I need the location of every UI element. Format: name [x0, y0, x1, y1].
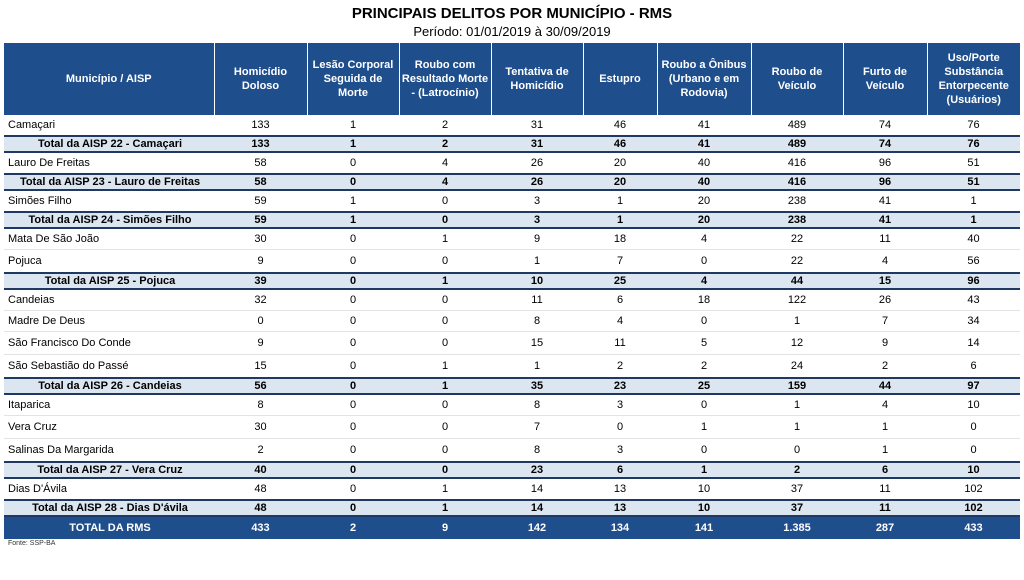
value-cell: 0 [307, 394, 399, 416]
value-cell: 1 [583, 190, 657, 212]
value-cell: 0 [307, 273, 399, 289]
value-cell: 3 [491, 190, 583, 212]
value-cell: 0 [307, 228, 399, 250]
value-cell: 1 [399, 478, 491, 500]
value-cell: 22 [751, 250, 843, 274]
table-row [4, 250, 1020, 274]
value-cell: 46 [583, 115, 657, 136]
value-cell: 34 [927, 311, 1020, 332]
value-cell: 58 [214, 152, 307, 174]
value-cell: 1 [751, 416, 843, 439]
municipio-cell: TOTAL DA RMS [4, 516, 214, 539]
header-row [4, 43, 1020, 115]
municipio-cell: Vera Cruz [4, 416, 214, 439]
value-cell: 2 [399, 115, 491, 136]
table-row [4, 190, 1020, 212]
value-cell: 0 [927, 439, 1020, 463]
table-row [4, 416, 1020, 439]
value-cell: 0 [307, 416, 399, 439]
value-cell: 58 [214, 174, 307, 190]
value-cell: 20 [657, 190, 751, 212]
value-cell: 56 [214, 378, 307, 394]
value-cell: 30 [214, 228, 307, 250]
total-row [4, 174, 1020, 190]
value-cell: 1 [307, 136, 399, 152]
value-cell: 23 [491, 462, 583, 478]
value-cell: 238 [751, 212, 843, 228]
value-cell: 433 [214, 516, 307, 539]
value-cell: 44 [843, 378, 927, 394]
value-cell: 8 [491, 311, 583, 332]
value-cell: 15 [491, 332, 583, 355]
value-cell: 2 [657, 355, 751, 379]
value-cell: 26 [843, 289, 927, 311]
municipio-cell: Camaçari [4, 115, 214, 136]
value-cell: 2 [751, 462, 843, 478]
value-cell: 6 [843, 462, 927, 478]
value-cell: 2 [843, 355, 927, 379]
value-cell: 0 [307, 378, 399, 394]
value-cell: 1 [399, 273, 491, 289]
report-period: Período: 01/01/2019 à 30/09/2019 [413, 24, 611, 39]
value-cell: 159 [751, 378, 843, 394]
value-cell: 4 [843, 250, 927, 274]
header-roubo-onibus: Roubo a Ônibus (Urbano e em Rodovia) [657, 43, 751, 115]
value-cell: 416 [751, 152, 843, 174]
value-cell: 133 [214, 115, 307, 136]
municipio-cell: Total da AISP 28 - Dias D'ávila [4, 500, 214, 516]
value-cell: 31 [491, 115, 583, 136]
value-cell: 0 [307, 439, 399, 463]
value-cell: 20 [583, 174, 657, 190]
municipio-cell: Simões Filho [4, 190, 214, 212]
value-cell: 1 [927, 190, 1020, 212]
value-cell: 9 [214, 250, 307, 274]
value-cell: 96 [843, 174, 927, 190]
value-cell: 51 [927, 174, 1020, 190]
value-cell: 74 [843, 115, 927, 136]
value-cell: 25 [583, 273, 657, 289]
municipio-cell: Pojuca [4, 250, 214, 274]
value-cell: 37 [751, 500, 843, 516]
value-cell: 7 [843, 311, 927, 332]
value-cell: 32 [214, 289, 307, 311]
value-cell: 0 [399, 462, 491, 478]
value-cell: 1 [751, 311, 843, 332]
crime-table [4, 43, 1020, 539]
value-cell: 48 [214, 500, 307, 516]
value-cell: 40 [657, 174, 751, 190]
value-cell: 2 [583, 355, 657, 379]
value-cell: 46 [583, 136, 657, 152]
value-cell: 13 [583, 478, 657, 500]
municipio-cell: Dias D'Ávila [4, 478, 214, 500]
value-cell: 1 [491, 250, 583, 274]
value-cell: 1 [843, 416, 927, 439]
municipio-cell: São Francisco Do Conde [4, 332, 214, 355]
value-cell: 0 [399, 439, 491, 463]
value-cell: 43 [927, 289, 1020, 311]
value-cell: 22 [751, 228, 843, 250]
value-cell: 0 [583, 416, 657, 439]
value-cell: 23 [583, 378, 657, 394]
value-cell: 0 [307, 462, 399, 478]
value-cell: 0 [657, 439, 751, 463]
value-cell: 141 [657, 516, 751, 539]
total-row [4, 378, 1020, 394]
value-cell: 76 [927, 115, 1020, 136]
value-cell: 12 [751, 332, 843, 355]
value-cell: 1 [491, 355, 583, 379]
value-cell: 8 [491, 439, 583, 463]
municipio-cell: São Sebastião do Passé [4, 355, 214, 379]
value-cell: 44 [751, 273, 843, 289]
value-cell: 9 [399, 516, 491, 539]
value-cell: 59 [214, 212, 307, 228]
value-cell: 11 [843, 228, 927, 250]
value-cell: 1 [927, 212, 1020, 228]
value-cell: 4 [583, 311, 657, 332]
value-cell: 6 [583, 462, 657, 478]
header-estupro: Estupro [583, 43, 657, 115]
value-cell: 10 [927, 462, 1020, 478]
value-cell: 18 [583, 228, 657, 250]
value-cell: 0 [307, 152, 399, 174]
value-cell: 40 [214, 462, 307, 478]
value-cell: 48 [214, 478, 307, 500]
value-cell: 9 [491, 228, 583, 250]
value-cell: 8 [214, 394, 307, 416]
value-cell: 0 [307, 174, 399, 190]
value-cell: 0 [657, 250, 751, 274]
value-cell: 2 [399, 136, 491, 152]
table-row [4, 228, 1020, 250]
value-cell: 238 [751, 190, 843, 212]
value-cell: 4 [399, 174, 491, 190]
value-cell: 1.385 [751, 516, 843, 539]
value-cell: 4 [399, 152, 491, 174]
value-cell: 1 [657, 462, 751, 478]
value-cell: 2 [214, 439, 307, 463]
header-lesao: Lesão Corporal Seguida de Morte [307, 43, 399, 115]
value-cell: 489 [751, 115, 843, 136]
value-cell: 25 [657, 378, 751, 394]
table-row [4, 355, 1020, 379]
value-cell: 0 [657, 394, 751, 416]
value-cell: 11 [583, 332, 657, 355]
value-cell: 3 [583, 394, 657, 416]
value-cell: 0 [307, 289, 399, 311]
table-row [4, 439, 1020, 463]
municipio-cell: Total da AISP 27 - Vera Cruz [4, 462, 214, 478]
table-row [4, 394, 1020, 416]
value-cell: 0 [927, 416, 1020, 439]
value-cell: 1 [399, 228, 491, 250]
value-cell: 10 [657, 500, 751, 516]
value-cell: 1 [307, 190, 399, 212]
table-row [4, 332, 1020, 355]
value-cell: 0 [399, 332, 491, 355]
value-cell: 0 [307, 500, 399, 516]
value-cell: 0 [657, 311, 751, 332]
value-cell: 37 [751, 478, 843, 500]
value-cell: 0 [307, 355, 399, 379]
value-cell: 31 [491, 136, 583, 152]
value-cell: 51 [927, 152, 1020, 174]
value-cell: 133 [214, 136, 307, 152]
value-cell: 6 [927, 355, 1020, 379]
value-cell: 4 [657, 273, 751, 289]
value-cell: 41 [657, 136, 751, 152]
value-cell: 0 [307, 478, 399, 500]
value-cell: 142 [491, 516, 583, 539]
value-cell: 14 [927, 332, 1020, 355]
value-cell: 0 [399, 190, 491, 212]
value-cell: 1 [399, 378, 491, 394]
value-cell: 7 [491, 416, 583, 439]
value-cell: 287 [843, 516, 927, 539]
value-cell: 8 [491, 394, 583, 416]
value-cell: 1 [399, 500, 491, 516]
value-cell: 30 [214, 416, 307, 439]
value-cell: 10 [491, 273, 583, 289]
value-cell: 96 [843, 152, 927, 174]
source-note: Fonte: SSP-BA [8, 540, 56, 547]
municipio-cell: Total da AISP 24 - Simões Filho [4, 212, 214, 228]
grand-total-row [4, 516, 1020, 539]
municipio-cell: Total da AISP 23 - Lauro de Freitas [4, 174, 214, 190]
municipio-cell: Salinas Da Margarida [4, 439, 214, 463]
municipio-cell: Total da AISP 25 - Pojuca [4, 273, 214, 289]
value-cell: 122 [751, 289, 843, 311]
value-cell: 24 [751, 355, 843, 379]
value-cell: 134 [583, 516, 657, 539]
value-cell: 13 [583, 500, 657, 516]
value-cell: 11 [843, 500, 927, 516]
value-cell: 0 [307, 332, 399, 355]
value-cell: 97 [927, 378, 1020, 394]
value-cell: 15 [843, 273, 927, 289]
value-cell: 26 [491, 152, 583, 174]
value-cell: 40 [657, 152, 751, 174]
value-cell: 489 [751, 136, 843, 152]
table-body [4, 115, 1020, 539]
value-cell: 416 [751, 174, 843, 190]
value-cell: 1 [583, 212, 657, 228]
value-cell: 74 [843, 136, 927, 152]
header-furto-veiculo: Furto de Veículo [843, 43, 927, 115]
total-row [4, 462, 1020, 478]
value-cell: 35 [491, 378, 583, 394]
value-cell: 0 [307, 250, 399, 274]
municipio-cell: Mata De São João [4, 228, 214, 250]
value-cell: 20 [583, 152, 657, 174]
value-cell: 1 [307, 212, 399, 228]
value-cell: 10 [927, 394, 1020, 416]
value-cell: 39 [214, 273, 307, 289]
value-cell: 15 [214, 355, 307, 379]
table-row [4, 311, 1020, 332]
header-latrocinio: Roubo com Resultado Morte - (Latrocínio) [399, 43, 491, 115]
value-cell: 7 [583, 250, 657, 274]
value-cell: 20 [657, 212, 751, 228]
value-cell: 4 [843, 394, 927, 416]
total-row [4, 136, 1020, 152]
value-cell: 3 [583, 439, 657, 463]
value-cell: 26 [491, 174, 583, 190]
value-cell: 59 [214, 190, 307, 212]
table-row [4, 115, 1020, 136]
total-row [4, 273, 1020, 289]
value-cell: 2 [307, 516, 399, 539]
header-roubo-veiculo: Roubo de Veículo [751, 43, 843, 115]
value-cell: 0 [399, 212, 491, 228]
value-cell: 14 [491, 500, 583, 516]
municipio-cell: Total da AISP 22 - Camaçari [4, 136, 214, 152]
header-tentativa: Tentativa de Homicídio [491, 43, 583, 115]
value-cell: 0 [399, 311, 491, 332]
value-cell: 0 [307, 311, 399, 332]
table-row [4, 289, 1020, 311]
report-title: PRINCIPAIS DELITOS POR MUNICÍPIO - RMS [351, 5, 673, 22]
total-row [4, 500, 1020, 516]
municipio-cell: Lauro De Freitas [4, 152, 214, 174]
value-cell: 40 [927, 228, 1020, 250]
value-cell: 9 [843, 332, 927, 355]
value-cell: 96 [927, 273, 1020, 289]
value-cell: 0 [399, 416, 491, 439]
value-cell: 1 [843, 439, 927, 463]
value-cell: 41 [843, 190, 927, 212]
municipio-cell: Total da AISP 26 - Candeias [4, 378, 214, 394]
value-cell: 5 [657, 332, 751, 355]
total-row [4, 212, 1020, 228]
value-cell: 41 [843, 212, 927, 228]
value-cell: 433 [927, 516, 1020, 539]
municipio-cell: Madre De Deus [4, 311, 214, 332]
header-homicidio: Homicídio Doloso [214, 43, 307, 115]
value-cell: 0 [751, 439, 843, 463]
value-cell: 6 [583, 289, 657, 311]
value-cell: 9 [214, 332, 307, 355]
value-cell: 11 [491, 289, 583, 311]
value-cell: 0 [399, 289, 491, 311]
value-cell: 4 [657, 228, 751, 250]
value-cell: 3 [491, 212, 583, 228]
municipio-cell: Itaparica [4, 394, 214, 416]
value-cell: 102 [927, 478, 1020, 500]
value-cell: 0 [214, 311, 307, 332]
value-cell: 0 [399, 250, 491, 274]
value-cell: 1 [657, 416, 751, 439]
value-cell: 41 [657, 115, 751, 136]
municipio-cell: Candeias [4, 289, 214, 311]
value-cell: 76 [927, 136, 1020, 152]
value-cell: 1 [399, 355, 491, 379]
value-cell: 1 [307, 115, 399, 136]
value-cell: 11 [843, 478, 927, 500]
header-entorpecente: Uso/Porte Substância Entorpecente (Usuários) [927, 43, 1020, 115]
table-row [4, 152, 1020, 174]
value-cell: 0 [399, 394, 491, 416]
header-municipio: Município / AISP [4, 43, 214, 115]
value-cell: 14 [491, 478, 583, 500]
value-cell: 18 [657, 289, 751, 311]
table-row [4, 478, 1020, 500]
value-cell: 102 [927, 500, 1020, 516]
value-cell: 56 [927, 250, 1020, 274]
value-cell: 10 [657, 478, 751, 500]
value-cell: 1 [751, 394, 843, 416]
